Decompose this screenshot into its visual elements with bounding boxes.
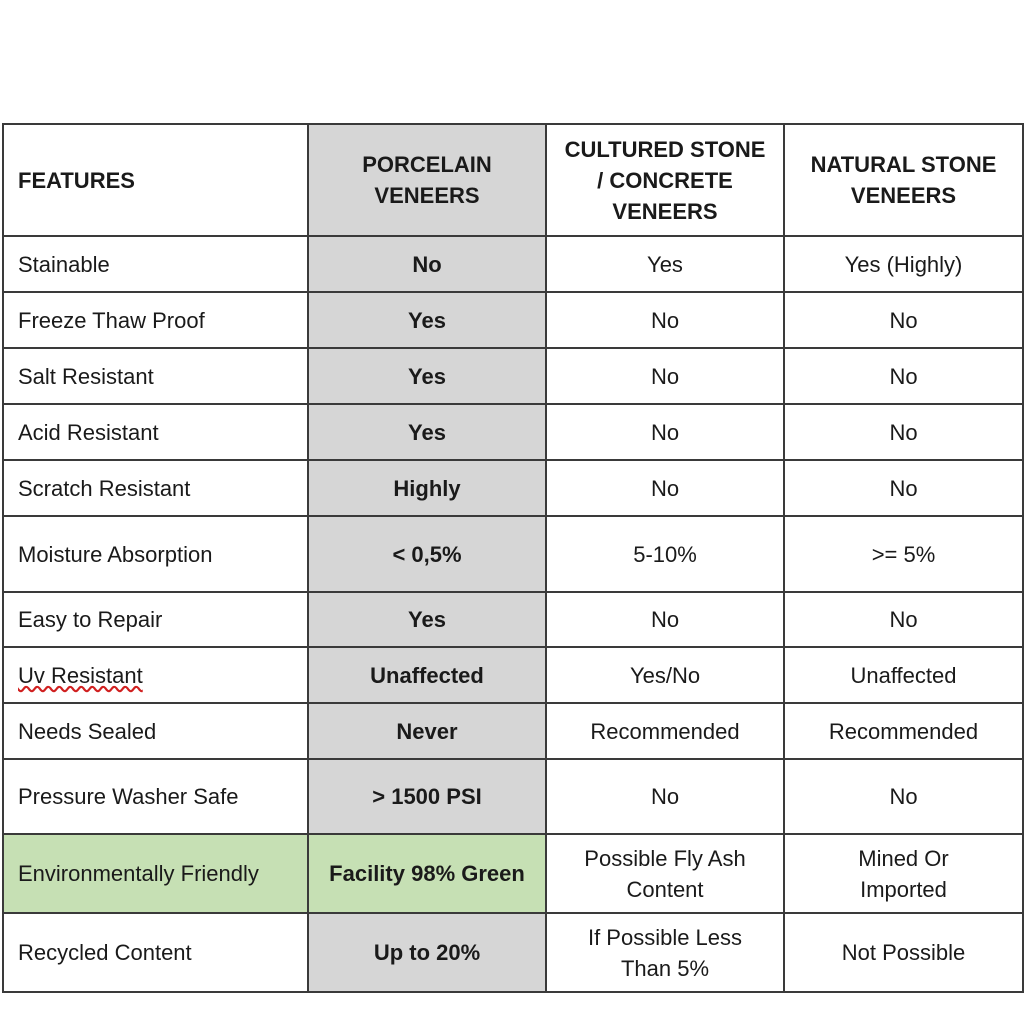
- cultured-line-1: Possible Fly Ash: [584, 845, 746, 871]
- porcelain-cell: No: [308, 236, 546, 292]
- feature-cell: Freeze Thaw Proof: [3, 292, 308, 348]
- table-row: [3, 348, 1023, 404]
- cultured-cell: Yes: [546, 236, 784, 292]
- cultured-line-2: Content: [626, 876, 704, 902]
- natural-line-1: Mined Or: [858, 845, 949, 871]
- natural-cell: Unaffected: [784, 647, 1023, 703]
- feature-cell: Scratch Resistant: [3, 460, 308, 516]
- feature-cell: [3, 647, 308, 703]
- natural-line-2: Imported: [860, 876, 947, 902]
- cultured-cell: No: [546, 292, 784, 348]
- porcelain-cell: Yes: [308, 592, 546, 647]
- natural-cell: Recommended: [784, 703, 1023, 759]
- porcelain-cell: Unaffected: [308, 647, 546, 703]
- table-row: [3, 516, 1023, 592]
- natural-cell: No: [784, 404, 1023, 460]
- cultured-cell: Recommended: [546, 703, 784, 759]
- porcelain-cell: Yes: [308, 348, 546, 404]
- header-natural-line-1: NATURAL STONE: [810, 152, 997, 177]
- cultured-cell: Yes/No: [546, 647, 784, 703]
- header-row: [3, 124, 1023, 236]
- cultured-cell: No: [546, 759, 784, 834]
- natural-cell: [784, 834, 1023, 913]
- table-row: [3, 292, 1023, 348]
- natural-cell: Not Possible: [784, 913, 1023, 992]
- feature-cell: Stainable: [3, 236, 308, 292]
- table-row: [3, 647, 1023, 703]
- header-natural: [784, 124, 1023, 236]
- natural-cell: No: [784, 759, 1023, 834]
- feature-cell: Acid Resistant: [3, 404, 308, 460]
- feature-cell: Pressure Washer Safe: [3, 759, 308, 834]
- cultured-cell: [546, 834, 784, 913]
- feature-cell: Easy to Repair: [3, 592, 308, 647]
- porcelain-cell: Yes: [308, 404, 546, 460]
- cultured-cell: No: [546, 404, 784, 460]
- table-row: [3, 703, 1023, 759]
- cultured-cell: [546, 913, 784, 992]
- table-row: [3, 236, 1023, 292]
- uv-resistant-label: Uv Resistant: [18, 662, 143, 688]
- cultured-cell: 5-10%: [546, 516, 784, 592]
- natural-cell: No: [784, 460, 1023, 516]
- header-natural-line-2: VENEERS: [850, 183, 957, 208]
- header-features: FEATURES: [3, 124, 308, 236]
- header-porcelain-line-2: VENEERS: [374, 183, 480, 208]
- table-row: [3, 913, 1023, 992]
- feature-cell: Recycled Content: [3, 913, 308, 992]
- comparison-table: [2, 123, 1024, 993]
- natural-cell: >= 5%: [784, 516, 1023, 592]
- header-cultured-line-2: / CONCRETE: [597, 167, 733, 193]
- porcelain-cell: > 1500 PSI: [308, 759, 546, 834]
- porcelain-cell: Yes: [308, 292, 546, 348]
- porcelain-cell: Highly: [308, 460, 546, 516]
- cultured-cell: No: [546, 348, 784, 404]
- feature-cell: Moisture Absorption: [3, 516, 308, 592]
- natural-cell: No: [784, 592, 1023, 647]
- header-porcelain: [308, 124, 546, 236]
- natural-cell: Yes (Highly): [784, 236, 1023, 292]
- table-row: [3, 460, 1023, 516]
- header-cultured: [546, 124, 784, 236]
- natural-cell: No: [784, 292, 1023, 348]
- cultured-line-2: Than 5%: [620, 955, 710, 981]
- feature-cell: Needs Sealed: [3, 703, 308, 759]
- feature-cell: Salt Resistant: [3, 348, 308, 404]
- header-porcelain-line-1: PORCELAIN: [362, 152, 492, 177]
- porcelain-cell: Up to 20%: [308, 913, 546, 992]
- table-row: [3, 759, 1023, 834]
- cultured-cell: No: [546, 460, 784, 516]
- table-row: [3, 592, 1023, 647]
- cultured-cell: No: [546, 592, 784, 647]
- feature-cell: Environmentally Friendly: [3, 834, 308, 913]
- porcelain-cell: < 0,5%: [308, 516, 546, 592]
- header-cultured-line-1: CULTURED STONE: [564, 136, 766, 162]
- cultured-line-1: If Possible Less: [587, 924, 743, 950]
- table-row: [3, 404, 1023, 460]
- header-cultured-line-3: VENEERS: [612, 198, 718, 224]
- natural-cell: No: [784, 348, 1023, 404]
- porcelain-cell: Never: [308, 703, 546, 759]
- table-row-highlighted: [3, 834, 1023, 913]
- porcelain-cell: Facility 98% Green: [308, 834, 546, 913]
